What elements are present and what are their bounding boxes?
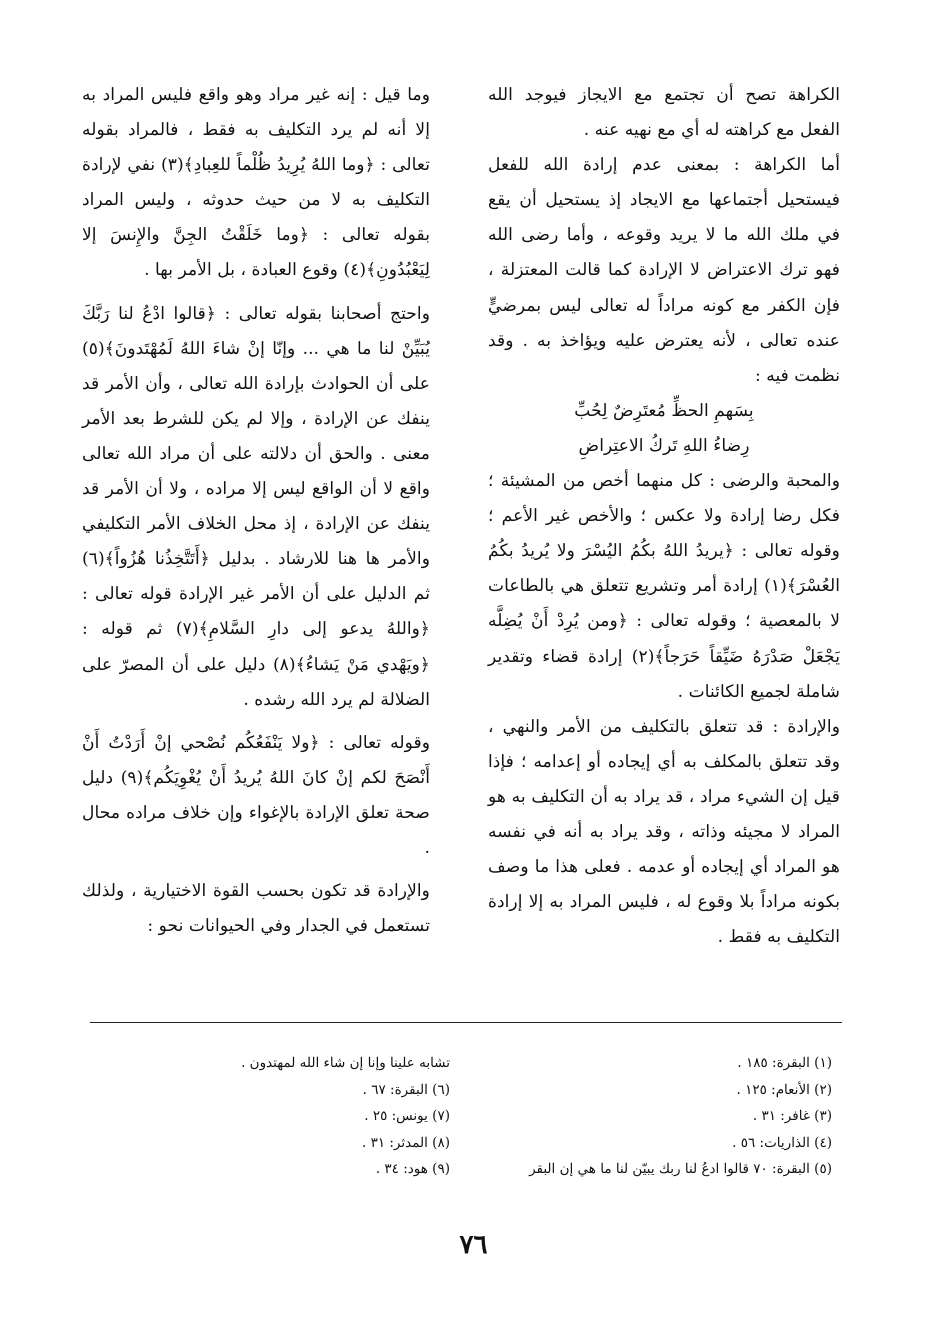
footnote-divider — [90, 1022, 842, 1023]
footnote: تشابه علينا وإنا إن شاء الله لمهتدون . — [241, 1055, 450, 1071]
paragraph: وقوله تعالى : ﴿ولا يَنْفَعُكُم نُصْحي إنْ أَرَدْتُ أَنْ أَنْصَحَ لكم إنْ كانَ اللهُ يُريدُ أَنْ يُغْوِيَكُم﴾(٩) دليل صحة تعلق الإرادة بالإغواء وإن خلاف مراده محال . — [82, 732, 430, 858]
footnote: (٧) يونس: ٢٥ . — [364, 1108, 450, 1124]
paragraph: الكراهة تصح أن تجتمع مع الايجاز فيوجد الله الفعل مع كراهته له أي مع نهيه عنه . — [488, 85, 840, 141]
footnotes-left — [241, 1050, 450, 1183]
footnote: (٥) البقرة: ٧٠ قالوا ادعُ لنا ربك يبيّن لنا ما هي إن البقر — [529, 1161, 832, 1177]
paragraph: أما الكراهة : بمعنى عدم إرادة الله للفعل فيستحيل أجتماعها مع الايجاد إذ يستحيل أن يقع في ملك الله ما لا يريد وقوعه ، وأما رضى الله فهو ترك الاعتراض لا الإرادة كما قالت المعتزلة ، فإن الكفر مع كونه مراداً له تعالى ليس بمرضيٍّ عنده تعالى ، لأنه يعترض عليه ويؤاخذ به . وقد نظمت فيه : — [488, 155, 840, 386]
footnote: (٣) غافر: ٣١ . — [752, 1108, 832, 1124]
right-text-column — [488, 78, 840, 955]
left-text-column — [82, 78, 430, 944]
footnote: (٢) الأنعام: ١٢٥ . — [736, 1081, 832, 1098]
paragraph: والإرادة : قد تتعلق بالتكليف من الأمر والنهي ، وقد تتعلق بالمكلف به أي إيجاده أو إعدامه ؛ فإذا قيل إن الشيء مراد ، قد يراد به أن التكليف به هو المراد لا مجيئه وذاته ، وقد يراد به أنه في نفسه هو المراد أي إيجاده أو عدمه . فعلى هذا ما وصف بكونه مراداً بلا وقوع له ، فليس المراد به إلا إرادة التكليف به فقط . — [488, 716, 840, 948]
footnote: (٦) البقرة: ٦٧ . — [362, 1081, 450, 1098]
paragraph: واحتج أصحابنا بقوله تعالى : ﴿قالوا ادْعُ لنا رَبَّكَ يُبَيِّنْ لنا ما هي ... وإنّا إنْ شاءَ اللهُ لَمُهْتَدونَ﴾(٥) على أن الحوادث بإرادة الله تعالى ، وأن الأمر قد ينفك عن الإرادة ، وإلا لم يكن للشرط بعد الأمر معنى . والحق أن دلالته على أن مراد الله تعالى واقع لا أن الواقع ليس إلا مراده ، ولا أن الأمر قد ينفك عن الإرادة ، إذ محل الخلاف الأمر التكليفي والأمر ها هنا للارشاد . بدليل ﴿أَتَتَّخِذُنا هُزُواً﴾(٦) ثم الدليل على أن الأمر غير الإرادة قوله تعالى : ﴿واللهُ يدعو إلى دارِ السَّلامِ﴾(٧) ثم قوله : ﴿ويَهْدي مَنْ يَشاءُ﴾(٨) دليل على أن المصرّ على الضلالة لم يرد الله رشده . — [82, 303, 431, 710]
paragraph: والإرادة قد تكون بحسب القوة الاختيارية ، ولذلك تستعمل في الجدار وفي الحيوانات نحو : — [82, 881, 430, 937]
footnotes-right — [470, 1050, 832, 1183]
footnote: (١) البقرة: ١٨٥ . — [737, 1055, 832, 1071]
footnote: (٨) المدثر: ٣١ . — [361, 1134, 450, 1151]
paragraph: والمحبة والرضى : كل منهما أخص من المشيئة ؛ فكل رضا إرادة ولا عكس ؛ والأخص غير الأعم ؛ وقوله تعالى : ﴿يريدُ اللهُ بكُمُ اليُسْرَ ولا يُريدُ بكُمُ العُسْرَ﴾(١) إرادة أمر وتشريع تتعلق هي بالطاعات لا بالمعصية ؛ وقوله تعالى : ﴿ومن يُرِدْ أَنْ يُضِلَّه يَجْعَلْ صَدْرَهُ ضَيِّقاً حَرَجاً﴾(٢) إرادة قضاء وتقدير شاملة لجميع الكائنات . — [488, 471, 840, 702]
page-number: ٧٦ — [459, 1230, 488, 1260]
paragraph: وما قيل : إنه غير مراد وهو واقع فليس المراد به إلا أنه لم يرد التكليف به فقط ، فالمراد بقوله تعالى : ﴿وما اللهُ يُرِيدُ ظُلْماً للعِبادِ﴾(٣) نفي لإرادة التكليف به لا من حيث حدوثه ، وليس المراد بقوله تعالى : ﴿وما خَلَقْتُ الجِنَّ والإِنسَ إلا لِيَعْبُدُونِ﴾(٤) وقوع العبادة ، بل الأمر بها . — [82, 85, 430, 281]
footnote: (٤) الذاريات: ٥٦ . — [732, 1134, 832, 1151]
footnote: (٩) هود: ٣٤ . — [375, 1161, 450, 1177]
poem-verse: رِضاءُ اللهِ تَركُ الاعتِراضِ — [578, 435, 750, 456]
poem-verse: بِسَهمِ الحظِّ مُعتَرِضٌ لِحُبِّ — [574, 400, 754, 421]
